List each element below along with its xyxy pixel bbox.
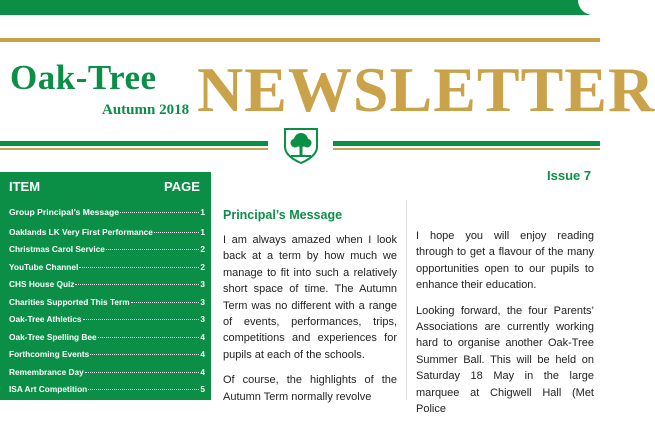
header-rule-gold-right — [333, 148, 600, 150]
toc-page-heading: PAGE — [164, 179, 200, 194]
toc-entry-title: Oaklands’ French Pen Pals — [9, 401, 116, 412]
toc-leader — [79, 267, 199, 268]
toc-entry-title: Group Principal’s Message — [9, 207, 120, 217]
school-crest-icon — [283, 127, 319, 165]
toc-leader — [120, 212, 199, 213]
brand-name: Oak-Tree — [10, 58, 157, 97]
toc-entry[interactable] — [9, 314, 205, 332]
toc-entry-page: 3 — [200, 296, 205, 307]
toc-entry[interactable] — [9, 332, 205, 350]
toc-entry-title: Oak-Tree Athletics — [9, 314, 82, 324]
header-rule-green-right — [333, 141, 600, 146]
article-column-right — [416, 228, 594, 426]
toc-entry[interactable] — [9, 227, 205, 245]
toc-entry[interactable] — [9, 207, 205, 225]
toc-entry-page: 3 — [200, 314, 205, 324]
header-rule-green-left — [0, 141, 268, 146]
article-paragraph: I hope you will enjoy reading through to get a flavour of the many opportunities open to our pupils to enhance their education. — [416, 230, 594, 292]
toc-entry-page: 3 — [200, 279, 205, 289]
toc-leader — [90, 354, 199, 355]
toc-entry-page: 4 — [200, 366, 205, 377]
toc-entry-title: Oak-Tree Spelling Bee — [9, 331, 97, 342]
toc-entry[interactable] — [9, 244, 205, 262]
issue-number: Issue 7 — [547, 168, 592, 183]
toc-leader — [85, 372, 200, 373]
toc-leader — [98, 337, 200, 338]
toc-entry-title: Christmas Carol Service — [9, 244, 105, 254]
toc-item-heading: ITEM — [9, 179, 41, 194]
principals-message-article — [216, 200, 600, 416]
article-heading: Principal’s Message — [223, 208, 343, 222]
toc-leader — [75, 284, 199, 285]
toc-entry[interactable] — [9, 279, 205, 297]
term-label: Autumn 2018 — [102, 102, 190, 118]
toc-entry-page: 2 — [200, 244, 205, 254]
table-of-contents — [0, 172, 211, 412]
toc-entry-title: Charities Supported This Term — [9, 296, 130, 307]
toc-entry-page: 5 — [200, 401, 205, 412]
top-gold-line — [0, 38, 600, 42]
toc-entry[interactable] — [9, 384, 205, 402]
toc-entry[interactable] — [9, 297, 205, 315]
toc-entry-title: CHS House Quiz — [9, 279, 75, 289]
toc-leader — [131, 302, 200, 303]
toc-entry[interactable] — [9, 402, 205, 420]
toc-entry-page: 4 — [200, 349, 205, 359]
toc-leader — [154, 232, 200, 233]
top-green-bar — [0, 0, 600, 15]
toc-entry-title: YouTube Channel — [9, 261, 79, 272]
toc-entry-title: Forthcoming Events — [9, 349, 90, 359]
toc-entry-page: 1 — [200, 226, 205, 237]
toc-entry-title: Remembrance Day — [9, 366, 84, 377]
toc-entry-page: 2 — [200, 261, 205, 272]
article-paragraph: I am always amazed when I look back at a term by how much we manage to fit into such a relatively short space of time. The Autumn Term was no different with a range of events, performances, trips, competitions and experiences for pupils at each of the schools. — [223, 234, 397, 361]
toc-leader — [106, 249, 199, 250]
column-divider — [406, 200, 407, 400]
toc-entry[interactable] — [9, 349, 205, 367]
toc-entry-page: 4 — [200, 331, 205, 342]
toc-leader — [88, 389, 199, 390]
header-rule-gold-left — [0, 148, 268, 150]
toc-leader — [83, 319, 200, 320]
toc-entry[interactable] — [9, 367, 205, 385]
toc-entry[interactable] — [9, 262, 205, 280]
toc-list — [9, 207, 205, 419]
article-paragraph: Of course, the highlights of the Autumn Term normally revolve — [223, 374, 397, 403]
article-column-left — [223, 232, 397, 414]
toc-entry-title: Oaklands LK Very First Performance — [9, 226, 153, 237]
toc-entry-title: ISA Art Competition — [9, 384, 88, 394]
toc-leader — [116, 407, 199, 408]
newsletter-title: NEWSLETTER — [197, 54, 655, 125]
toc-entry-page: 1 — [200, 207, 205, 217]
toc-entry-page: 5 — [200, 384, 205, 394]
article-paragraph: Looking forward, the four Parents’ Associations are currently working hard to organise another Oak-Tree Summer Ball. This will be held on Saturday 18 May in the large marquee at Chigwell Hall (Met Police — [416, 304, 594, 416]
